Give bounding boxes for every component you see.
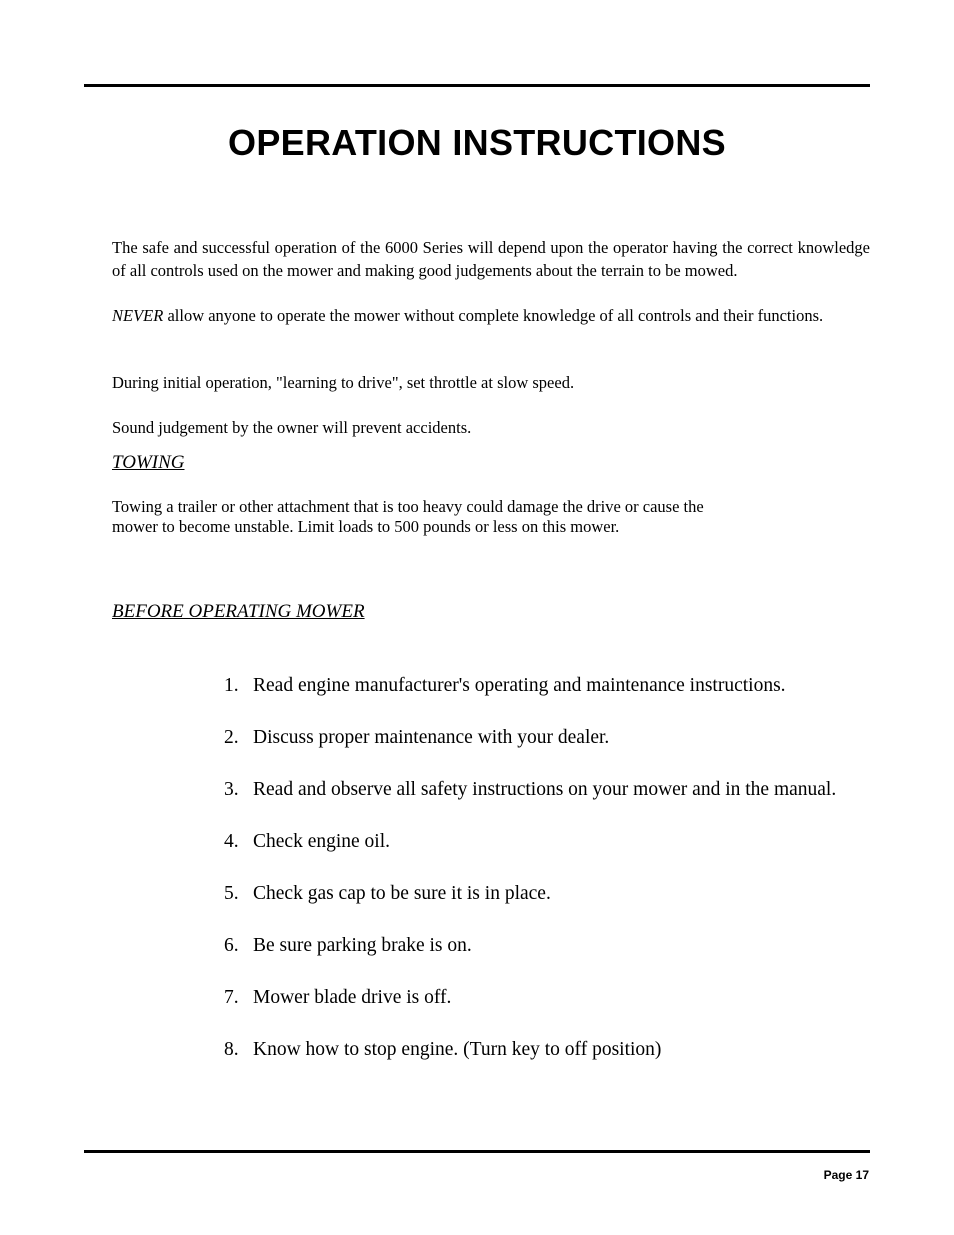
list-item <box>224 777 864 803</box>
never-paragraph-text: allow anyone to operate the mower without complete knowledge of all controls and their functions. <box>163 306 824 325</box>
step-number: 4. <box>224 831 239 852</box>
step-number: 8. <box>224 1039 239 1060</box>
step-text: Discuss proper maintenance with your dealer. <box>253 727 610 748</box>
towing-line-2: mower to become unstable. Limit loads to 500 pounds or less on this mower. <box>112 516 620 536</box>
step-number: 2. <box>224 727 239 748</box>
never-paragraph <box>112 304 870 327</box>
list-item <box>224 673 864 699</box>
step-text: Read engine manufacturer's operating and maintenance instructions. <box>253 675 786 696</box>
step-text: Read and observe all safety instructions on your mower and in the manual. <box>253 779 837 800</box>
list-item <box>224 933 864 959</box>
list-item <box>224 829 864 855</box>
step-number: 3. <box>224 779 239 800</box>
never-emphasis: NEVER <box>112 306 164 325</box>
step-text: Be sure parking brake is on. <box>253 935 472 956</box>
list-item <box>224 985 864 1011</box>
list-item <box>224 725 864 751</box>
before-operating-steps <box>224 673 864 1089</box>
page-number: Page 17 <box>823 1168 869 1182</box>
top-rule <box>84 84 870 87</box>
intro-paragraph: The safe and successful operation of the 6000 Series will depend upon the operator having the correct knowledge of all controls used on the mower and making good judgements about the terrain to be mowed. <box>112 238 870 280</box>
towing-line-1: Towing a trailer or other attachment that is too heavy could damage the drive or cause the <box>112 497 704 516</box>
towing-paragraph <box>112 497 812 536</box>
before-operating-heading: BEFORE OPERATING MOWER <box>112 601 365 622</box>
step-text: Check gas cap to be sure it is in place. <box>253 883 551 904</box>
bottom-rule <box>84 1150 870 1153</box>
towing-heading: TOWING <box>112 452 185 473</box>
list-item <box>224 881 864 907</box>
step-number: 6. <box>224 935 239 956</box>
sound-judgement-paragraph: Sound judgement by the owner will prevent accidents. <box>112 418 472 437</box>
step-number: 5. <box>224 883 239 904</box>
initial-operation-paragraph: During initial operation, "learning to drive", set throttle at slow speed. <box>112 373 575 392</box>
page-title: OPERATION INSTRUCTIONS <box>228 122 726 163</box>
step-text: Mower blade drive is off. <box>253 987 452 1008</box>
list-item <box>224 1037 864 1063</box>
step-number: 7. <box>224 987 239 1008</box>
step-text: Check engine oil. <box>253 831 391 852</box>
step-text: Know how to stop engine. (Turn key to off position) <box>253 1039 662 1060</box>
step-number: 1. <box>224 675 239 696</box>
